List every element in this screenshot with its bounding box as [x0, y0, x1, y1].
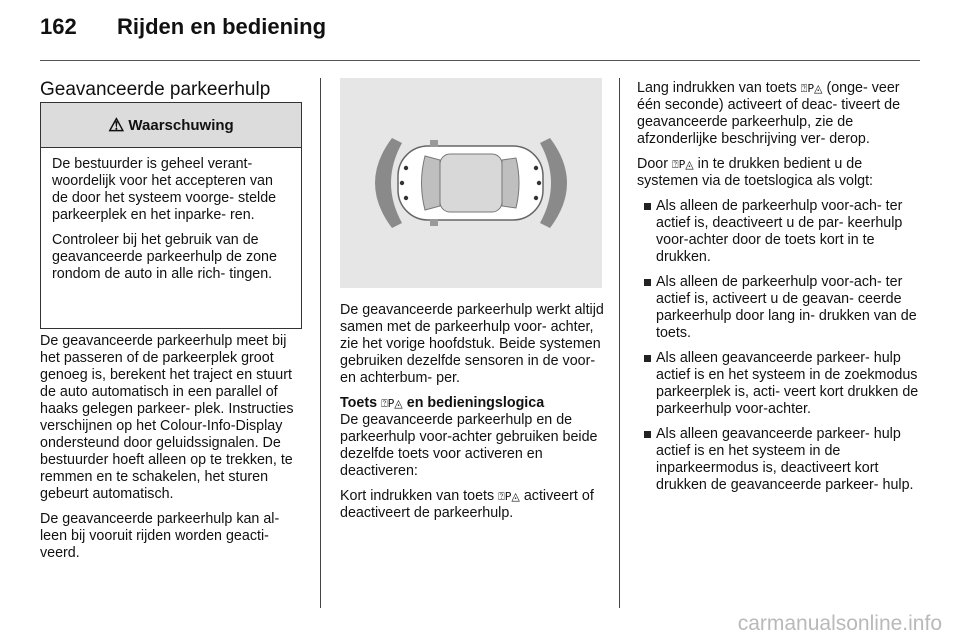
- front-sensor: [404, 196, 408, 200]
- body-paragraph: De geavanceerde parkeerhulp meet bij het passeren of de parkeerplek groot genoeg is, berekent het traject en stuurt de auto automatisch in een parallel of haaks gelegen parkeer- plek. Instructies verschijnen op het Colour-Info-Display ondersteund door geluidssignalen. De bestuurder hoeft alleen op te trekken, te remmen en te schakelen, het sturen gebeurt automatisch.: [40, 333, 294, 502]
- parking-key-icon: ⍰P◬: [671, 158, 694, 171]
- column-divider: [619, 78, 620, 608]
- parking-key-icon: ⍰P◬: [800, 82, 823, 95]
- chapter-title: Rijden en bediening: [117, 14, 327, 39]
- warning-paragraph: De bestuurder is geheel verant- woordelijk voor het accepteren van de door het systeem voorge- stelde parkeerplek en het inparke- ren.: [52, 156, 277, 223]
- warning-title: Waarschuwing: [128, 116, 234, 134]
- rear-sensor: [537, 181, 541, 185]
- header-divider: [40, 60, 920, 61]
- text-fragment: in te drukken bedient u de systemen via de toetslogica als volgt:: [637, 156, 874, 189]
- parking-key-icon: ⍰P◬: [498, 490, 520, 503]
- car-rear-window: [502, 158, 519, 208]
- text-fragment: activeert of deactiveert de parkeerhulp.: [340, 488, 594, 521]
- warning-body: [41, 148, 301, 283]
- list-item: Als alleen geavanceerde parkeer- hulp actief is en het systeem in de inparkeermodus is, deactiveert kort drukken de geavanceerde parkeer- hulp.: [643, 426, 920, 494]
- text-fragment: (onge- veer één seconde) activeert of deac- tiveert de geavanceerde parkeerhulp, zie de afzonderlijke beschrijving ver- derop.: [637, 80, 901, 147]
- rear-sensor: [534, 196, 538, 200]
- text-fragment: Lang indrukken van toets: [637, 80, 797, 96]
- subheading-suffix: en bedieningslogica: [406, 395, 545, 411]
- column-left: [40, 333, 305, 570]
- warning-header: [41, 103, 301, 148]
- body-paragraph: [340, 488, 608, 522]
- section-title: Geavanceerde parkeerhulp: [40, 79, 271, 100]
- list-item: Als alleen geavanceerde parkeer- hulp actief is en het systeem in de zoekmodus parkeerplek is, acti- veert kort drukken de parkeerhulp voor-achter.: [643, 350, 920, 418]
- text-fragment: Door: [637, 156, 668, 172]
- car-top-view-illustration: [340, 78, 602, 288]
- list-item: Als alleen de parkeerhulp voor-ach- ter actief is, deactiveert u de par- keerhulp voor-achter door de toets kort in te drukken.: [643, 198, 920, 266]
- subheading: [340, 395, 608, 412]
- front-sensor: [400, 181, 404, 185]
- column-middle: [340, 302, 608, 530]
- text-fragment: Kort indrukken van toets: [340, 488, 495, 504]
- parking-sensor-figure: [340, 78, 602, 288]
- car-mirror-left: [430, 140, 438, 147]
- parking-key-icon: ⍰P◬: [381, 397, 403, 410]
- page-number: 162: [40, 14, 77, 39]
- body-paragraph: [637, 156, 920, 190]
- warning-triangle-icon: ⚠: [108, 114, 125, 135]
- column-right: [637, 80, 920, 502]
- front-sensor: [404, 166, 408, 170]
- column-divider: [320, 78, 321, 608]
- subheading-prefix: Toets: [340, 395, 378, 411]
- car-windshield: [422, 156, 441, 210]
- car-mirror-right: [430, 219, 438, 226]
- list-item: Als alleen de parkeerhulp voor-ach- ter actief is, activeert u de geavan- ceerde parkeerhulp door lang in- drukken van de toets.: [643, 274, 920, 342]
- warning-box: [40, 102, 302, 329]
- body-paragraph: De geavanceerde parkeerhulp kan al- leen bij vooruit rijden worden geacti- veerd.: [40, 511, 280, 561]
- body-paragraph: De geavanceerde parkeerhulp werkt altijd samen met de parkeerhulp voor- achter, zie het vorige hoofdstuk. Beide systemen gebruiken dezelfde sensoren in de voor- en achterbum- per.: [340, 302, 604, 386]
- body-paragraph: [637, 80, 920, 148]
- car-roof: [440, 154, 502, 212]
- rear-sensor: [534, 166, 538, 170]
- rear-sensor-zone: [540, 138, 567, 228]
- watermark: carmanualsonline.info: [737, 612, 942, 635]
- warning-paragraph: Controleer bij het gebruik van de geavanceerde parkeerhulp de zone rondom de auto in alle rich- tingen.: [52, 232, 277, 282]
- bullet-list: [637, 198, 920, 494]
- body-paragraph: De geavanceerde parkeerhulp en de parkeerhulp voor-achter gebruiken beide dezelfde toets voor activeren en deactiveren:: [340, 412, 598, 479]
